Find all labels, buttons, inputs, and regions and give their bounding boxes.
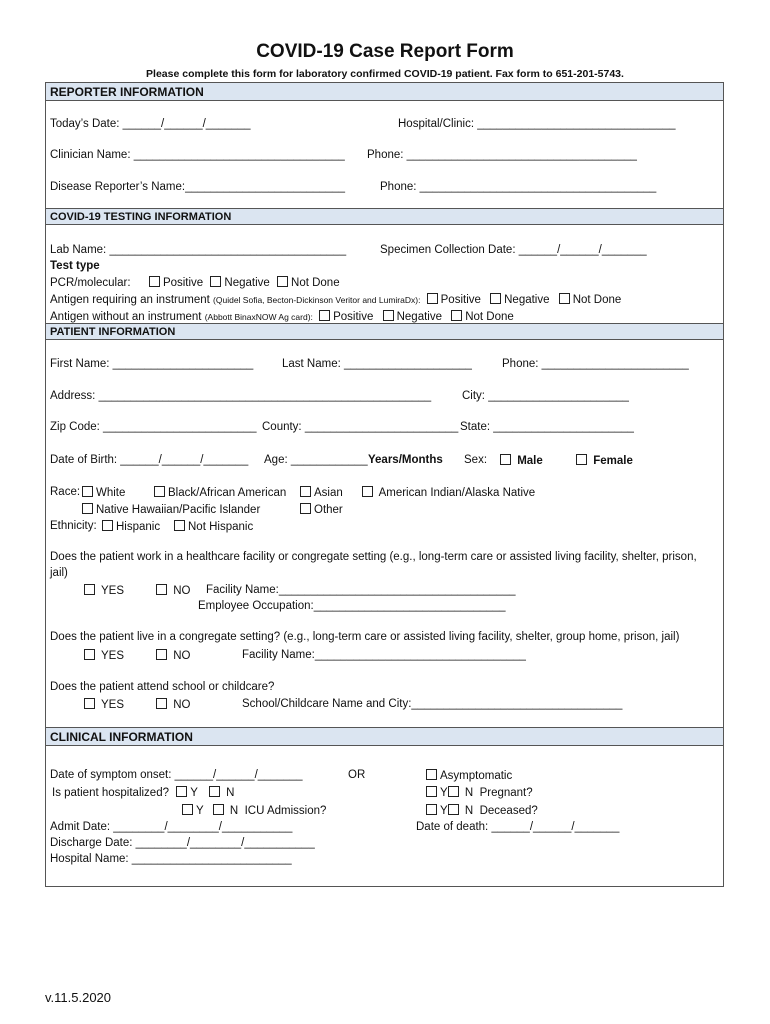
antigen-noinstr-positive-checkbox[interactable]: [319, 310, 330, 321]
deceased-label: Deceased?: [479, 805, 538, 817]
icu-n-checkbox[interactable]: [213, 804, 224, 815]
n-label: N: [464, 805, 474, 817]
nhpi-checkbox[interactable]: [82, 503, 93, 514]
white-label: White: [96, 487, 126, 499]
hospital-clinic-field[interactable]: Hospital/Clinic: _______________________________: [398, 118, 676, 130]
no-checkbox[interactable]: [156, 584, 167, 595]
y-label: Y: [440, 805, 448, 817]
antigen-instrument-label: Antigen requiring an instrument: [50, 294, 210, 306]
last-name-field[interactable]: Last Name: ____________________: [282, 358, 472, 370]
school-yes[interactable]: [84, 698, 124, 711]
race-asian[interactable]: [300, 486, 343, 499]
icu-row: [182, 804, 326, 817]
negative-label: Negative: [224, 277, 270, 289]
hispanic-checkbox[interactable]: [102, 520, 113, 531]
yes-checkbox[interactable]: [84, 698, 95, 709]
live-yes[interactable]: [84, 649, 124, 662]
school-question: Does the patient attend school or childcare?: [50, 681, 275, 693]
positive-label: Positive: [440, 294, 481, 306]
city-field[interactable]: City: ______________________: [462, 390, 629, 402]
version-label: v.11.5.2020: [45, 990, 112, 1005]
yes-label: YES: [101, 699, 125, 711]
healthcare-yes[interactable]: [84, 584, 124, 597]
live-facility-field[interactable]: Facility Name:_________________________________: [242, 649, 526, 661]
asymptomatic-checkbox[interactable]: [426, 769, 437, 780]
sex-female[interactable]: [576, 454, 633, 467]
n-label: N: [464, 787, 474, 799]
yes-checkbox[interactable]: [84, 649, 95, 660]
asymptomatic-option[interactable]: [426, 769, 512, 782]
pcr-notdone-checkbox[interactable]: [277, 276, 288, 287]
antigen-noinstr-negative-checkbox[interactable]: [383, 310, 394, 321]
no-checkbox[interactable]: [156, 649, 167, 660]
antigen-instr-positive-checkbox[interactable]: [427, 293, 438, 304]
patient-phone-field[interactable]: Phone: _______________________: [502, 358, 689, 370]
zip-field[interactable]: Zip Code: ________________________: [50, 421, 257, 433]
n-label: N: [226, 787, 235, 799]
antigen-instr-negative-checkbox[interactable]: [490, 293, 501, 304]
deceased-row: [426, 804, 538, 817]
race-ai-an[interactable]: [362, 486, 535, 499]
clinical-header: CLINICAL INFORMATION: [45, 727, 724, 746]
ethnicity-not-hispanic[interactable]: [174, 520, 253, 533]
negative-label: Negative: [396, 311, 442, 323]
other-label: Other: [314, 504, 343, 516]
years-months-label: Years/Months: [368, 454, 443, 466]
male-label: Male: [517, 455, 543, 467]
icu-label: ICU Admission?: [244, 805, 327, 817]
deceased-n-checkbox[interactable]: [448, 804, 459, 815]
no-label: NO: [173, 585, 191, 597]
hispanic-label: Hispanic: [116, 521, 161, 533]
pcr-negative-checkbox[interactable]: [210, 276, 221, 287]
pcr-positive-checkbox[interactable]: [149, 276, 160, 287]
icu-y-checkbox[interactable]: [182, 804, 193, 815]
healthcare-question-cont: jail): [50, 567, 68, 579]
todays-date-field[interactable]: Today’s Date: ______/______/_______: [50, 118, 251, 130]
ai-an-label: American Indian/Alaska Native: [378, 487, 536, 499]
not-hispanic-checkbox[interactable]: [174, 520, 185, 531]
pregnant-label: Pregnant?: [479, 787, 533, 799]
form-title: COVID-19 Case Report Form: [256, 41, 514, 62]
pcr-row: [50, 276, 340, 289]
hospital-name-field[interactable]: Hospital Name: _________________________: [50, 853, 292, 865]
not-done-label: Not Done: [291, 277, 340, 289]
healthcare-question: Does the patient work in a healthcare facility or congregate setting (e.g., long-term care or assisted living facility, shelter, prison,: [50, 551, 697, 563]
deceased-y-checkbox[interactable]: [426, 804, 437, 815]
pregnant-y-checkbox[interactable]: [426, 786, 437, 797]
school-name-field[interactable]: School/Childcare Name and City:_________________________________: [242, 698, 623, 710]
age-field[interactable]: Age: ____________: [264, 454, 368, 466]
positive-label: Positive: [333, 311, 374, 323]
employee-occupation-field[interactable]: Employee Occupation:______________________________: [198, 600, 506, 612]
race-white[interactable]: [82, 486, 125, 499]
symptom-onset-field[interactable]: Date of symptom onset: ______/______/_______: [50, 769, 303, 781]
discharge-date-field[interactable]: Discharge Date: ________/________/___________: [50, 837, 315, 849]
male-checkbox[interactable]: [500, 454, 511, 465]
yes-checkbox[interactable]: [84, 584, 95, 595]
or-label: OR: [348, 769, 366, 781]
antigen-instrument-note: (Quidel Sofia, Becton-Dickinson Veritor and LumiraDx):: [213, 295, 421, 305]
ethnicity-label: Ethnicity:: [50, 520, 97, 532]
school-no[interactable]: [156, 698, 190, 711]
antigen-instrument-row: [50, 293, 621, 306]
reporter-header: REPORTER INFORMATION: [45, 82, 724, 101]
race-nhpi[interactable]: [82, 503, 260, 516]
y-label: Y: [196, 805, 204, 817]
race-other[interactable]: [300, 503, 343, 516]
white-checkbox[interactable]: [82, 486, 93, 497]
not-done-label: Not Done: [572, 294, 622, 306]
no-label: NO: [173, 650, 191, 662]
test-type-label: Test type: [50, 260, 100, 272]
hospitalized-y-checkbox[interactable]: [176, 786, 187, 797]
y-label: Y: [190, 787, 198, 799]
yes-label: YES: [101, 585, 125, 597]
admit-date-field[interactable]: Admit Date: ________/________/___________: [50, 821, 293, 833]
nhpi-label: Native Hawaiian/Pacific Islander: [96, 504, 261, 516]
live-congregate-question: Does the patient live in a congregate setting? (e.g., long-term care or assisted living facility, shelter, group home, prison, jail): [50, 631, 680, 643]
state-field[interactable]: State: ______________________: [460, 421, 634, 433]
black-label: Black/African American: [168, 487, 287, 499]
antigen-no-instrument-row: [50, 310, 514, 323]
asymptomatic-label: Asymptomatic: [440, 770, 513, 782]
black-checkbox[interactable]: [154, 486, 165, 497]
hospitalized-n-checkbox[interactable]: [209, 786, 220, 797]
no-checkbox[interactable]: [156, 698, 167, 709]
patient-header: PATIENT INFORMATION: [45, 323, 724, 340]
reporter-phone-field[interactable]: Phone: _____________________________________: [380, 181, 657, 193]
no-label: NO: [173, 699, 191, 711]
not-done-label: Not Done: [465, 311, 514, 323]
antigen-no-instrument-label: Antigen without an instrument: [50, 311, 202, 323]
asian-checkbox[interactable]: [300, 486, 311, 497]
sex-male[interactable]: [500, 454, 543, 467]
dob-field[interactable]: Date of Birth: ______/______/_______: [50, 454, 249, 466]
pcr-label: PCR/molecular:: [50, 277, 131, 289]
positive-label: Positive: [162, 277, 204, 289]
address-field[interactable]: Address: ____________________________________________________: [50, 390, 432, 402]
asian-label: Asian: [314, 487, 343, 499]
healthcare-facility-field[interactable]: Facility Name:_____________________________________: [206, 584, 516, 596]
y-label: Y: [440, 787, 448, 799]
antigen-noinstr-notdone-checkbox[interactable]: [451, 310, 462, 321]
race-label: Race:: [50, 486, 81, 498]
antigen-no-instrument-note: (Abbott BinaxNOW Ag card):: [204, 312, 313, 322]
other-checkbox[interactable]: [300, 503, 311, 514]
form-frame: [45, 82, 724, 887]
race-black[interactable]: [154, 486, 286, 499]
antigen-instr-notdone-checkbox[interactable]: [559, 293, 570, 304]
healthcare-no[interactable]: [156, 584, 190, 597]
collection-date-field[interactable]: Specimen Collection Date: ______/______/_______: [380, 244, 647, 256]
ethnicity-hispanic[interactable]: [102, 520, 160, 533]
hospitalized-row: [52, 786, 234, 799]
lab-name-field[interactable]: Lab Name: _____________________________________: [50, 244, 347, 256]
clinician-name-field[interactable]: Clinician Name: _________________________________: [50, 149, 345, 161]
disease-reporter-field[interactable]: Disease Reporter’s Name:_________________________: [50, 181, 345, 193]
not-hispanic-label: Not Hispanic: [188, 521, 254, 533]
female-label: Female: [593, 455, 633, 467]
live-no[interactable]: [156, 649, 190, 662]
negative-label: Negative: [504, 294, 550, 306]
county-field[interactable]: County: ________________________: [262, 421, 459, 433]
pregnant-n-checkbox[interactable]: [448, 786, 459, 797]
female-checkbox[interactable]: [576, 454, 587, 465]
first-name-field[interactable]: First Name: ______________________: [50, 358, 254, 370]
clinician-phone-field[interactable]: Phone: ____________________________________: [367, 149, 637, 161]
n-label: N: [229, 805, 239, 817]
pregnant-row: [426, 786, 533, 799]
yes-label: YES: [101, 650, 125, 662]
testing-header: COVID-19 TESTING INFORMATION: [45, 208, 724, 225]
hospitalized-label: Is patient hospitalized?: [52, 787, 169, 799]
form-subtitle: Please complete this form for laboratory confirmed COVID-19 patient. Fax form to 651-201-5743.: [146, 68, 624, 80]
sex-label: Sex:: [464, 454, 488, 466]
death-date-field[interactable]: Date of death: ______/______/_______: [416, 821, 620, 833]
ai-an-checkbox[interactable]: [362, 486, 373, 497]
